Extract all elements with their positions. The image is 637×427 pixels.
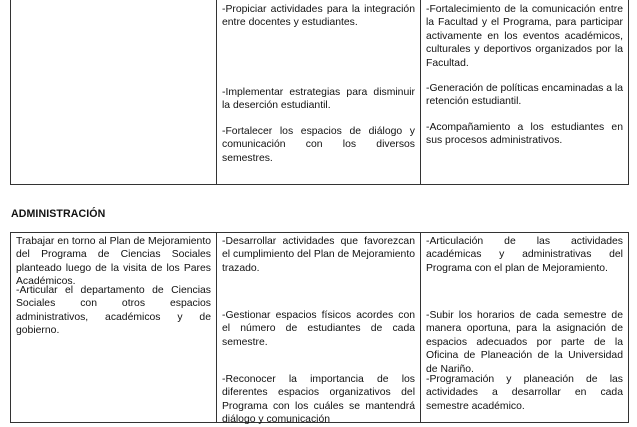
table-cell-strategies: [421, 233, 629, 423]
table-text: -Acompañamiento a los estudiantes en sus procesos administrativos.: [426, 122, 623, 147]
table-text: -Articulación de las actividades académicas y administrativas del Programa con el plan de Mejoramiento.: [426, 236, 623, 274]
table-text: -Subir los horarios de cada semestre de manera oportuna, para la asignación de espacios adecuados por parte de la Oficina de Planeación de la Universidad de Nariño.: [426, 310, 623, 375]
table-text: -Reconocer la importancia de los diferentes espacios organizativos del Programa con los cuáles se mantendrá diálogo y comunicación: [222, 374, 415, 426]
administration-table: [10, 232, 629, 426]
table-text: -Generación de políticas encaminadas a la retención estudiantil.: [426, 83, 623, 108]
section-heading: ADMINISTRACIÓN: [11, 208, 106, 220]
table-text: Trabajar en torno al Plan de Mejoramiento del Programa de Ciencias Sociales planteado luego de la visita de los Pares Académicos.: [16, 236, 211, 288]
table-text: -Gestionar espacios físicos acordes con el número de estudiantes de cada semestre.: [222, 310, 415, 348]
table-cell-objectives: [11, 233, 217, 423]
table-text: -Implementar estrategias para disminuir la deserción estudiantil.: [222, 87, 415, 112]
table-text: -Articular el departamento de Ciencias Sociales con otros espacios administrativos, académicos y de gobierno.: [16, 285, 211, 337]
table-text: -Fortalecimiento de la comunicación entre la Facultad y el Programa, para participar activamente en los eventos académicos, culturales y deportivos organizados por la Facultad.: [426, 4, 623, 69]
table-cell-actions: [217, 0, 421, 185]
table-text: -Fortalecer los espacios de diálogo y comunicación con los diversos semestres.: [222, 126, 415, 164]
table-text: -Propiciar actividades para la integración entre docentes y estudiantes.: [222, 4, 415, 29]
table-cell-actions: [217, 233, 421, 426]
table-text: -Desarrollar actividades que favorezcan el cumplimiento del Plan de Mejoramiento trazado.: [222, 236, 415, 274]
objectives-table-top: [10, 0, 629, 185]
table-cell-empty: [11, 0, 217, 185]
table-text: -Programación y planeación de las actividades a desarrollar en cada semestre académico.: [426, 374, 623, 412]
table-cell-strategies: [421, 0, 629, 185]
